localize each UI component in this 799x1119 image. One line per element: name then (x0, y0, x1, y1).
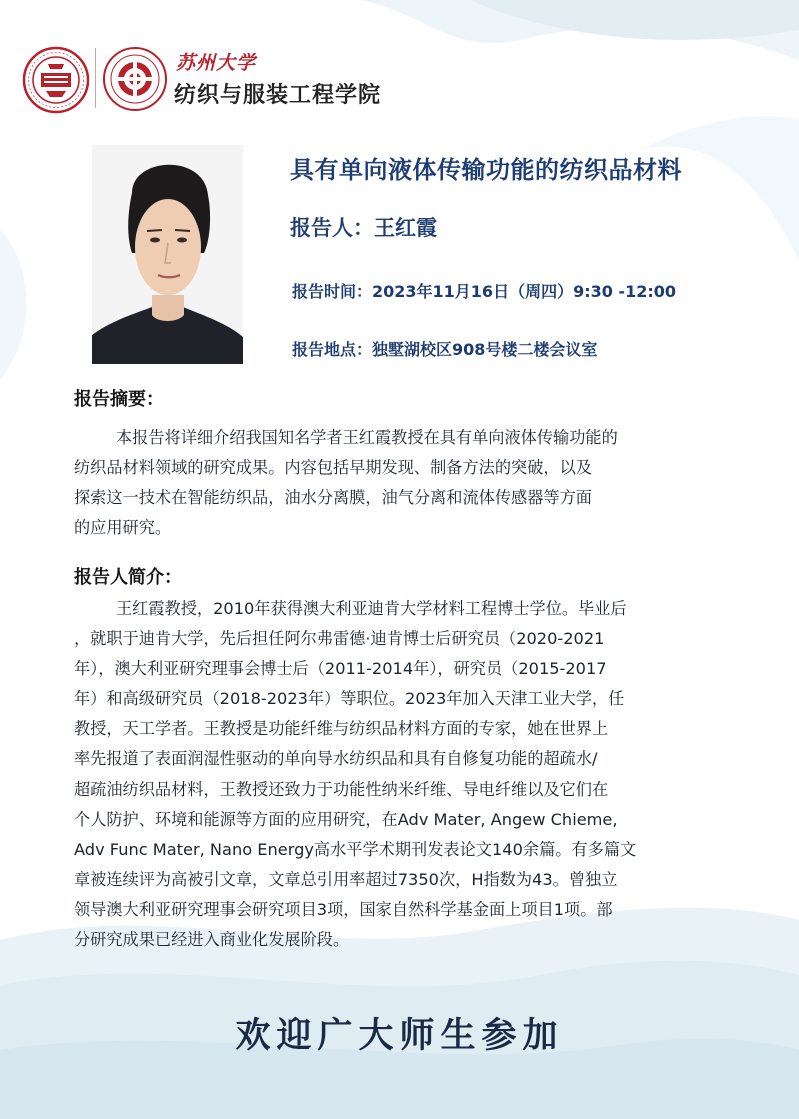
speaker-portrait (92, 145, 243, 364)
abstract-line: 本报告将详细介绍我国知名学者王红霞教授在具有单向液体传输功能的 (116, 428, 618, 447)
bio-line: 超疏油纺织品材料，王教授还致力于功能性纳米纤维、导电纤维以及它们在 (74, 779, 609, 799)
soochow-university-seal-icon (22, 46, 90, 114)
bio-line: 分研究成果已经进入商业化发展阶段。 (74, 930, 350, 950)
abstract-body (74, 423, 734, 543)
abstract-line: 的应用研究。 (74, 518, 172, 538)
abstract-line: 探索这一技术在智能纺织品，油水分离膜，油气分离和流体传感器等方面 (74, 488, 592, 508)
bio-line: 王红霞教授，2010年获得澳大利亚迪肯大学材料工程博士学位。毕业后 (116, 599, 627, 618)
talk-time: 报告时间：2023年11月16日（周四）9:30 -12:00 (292, 282, 677, 301)
bio-line: 领导澳大利亚研究理事会研究项目3项，国家自然科学基金面上项目1项。部 (74, 899, 613, 919)
bio-line: 教授，天工学者。王教授是功能纤维与纺织品材料方面的专家，她在世界上 (74, 719, 609, 739)
bio-line: 章被连续评为高被引文章，文章总引用率超过7350次，H指数为43。曾独立 (74, 869, 618, 889)
talk-title: 具有单向液体传输功能的纺织品材料 (290, 156, 682, 184)
bio-line: 个人防护、环境和能源等方面的应用研究，在Adv Mater, Angew Chieme, (74, 809, 618, 829)
college-emblem-icon (102, 46, 168, 112)
bio-heading: 报告人简介： (74, 567, 182, 588)
welcome-message: 欢迎广大师生参加 (235, 1015, 564, 1056)
logo-divider (95, 48, 96, 108)
bio-line: 率先报道了表面润湿性驱动的单向导水纺织品和具有自修复功能的超疏水/ (74, 749, 598, 769)
bio-line: Adv Func Mater, Nano Energy高水平学术期刊发表论文140余篇。有多篇文 (74, 839, 637, 859)
abstract-line: 纺织品材料领域的研究成果。内容包括早期发现、制备方法的突破，以及 (74, 458, 592, 478)
college-name: 纺织与服装工程学院 (174, 83, 382, 108)
speaker-name: 报告人：王红霞 (290, 216, 437, 240)
bio-line: 年），澳大利亚研究理事会博士后（2011-2014年），研究员（2015-2017 (74, 659, 607, 679)
bio-body (74, 594, 734, 955)
bio-line: ，就职于迪肯大学，先后担任阿尔弗雷德·迪肯博士后研究员（2020-2021 (74, 629, 605, 649)
abstract-heading: 报告摘要： (74, 389, 164, 410)
university-name-script: 苏州大学 (176, 52, 257, 74)
bio-line: 年）和高级研究员（2018-2023年）等职位。2023年加入天津工业大学，任 (74, 689, 625, 709)
talk-location: 报告地点：独墅湖校区908号楼二楼会议室 (292, 340, 598, 359)
